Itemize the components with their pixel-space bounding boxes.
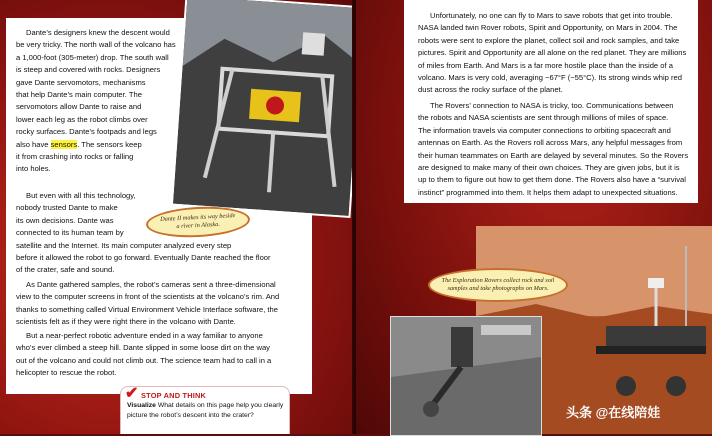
right-paragraph-1: Unfortunately, no one can fly to Mars to save robots that get into trouble. NASA landed twin Rover robots, Spirit and Opportunity, on Mars in 2004. The robots were sent to explore the planet, collect soil and rock samples, and take pictures. Spirit and Opportunity are all alone on the red planet. They are millions of miles from Earth. And Mars is a far more hostile place than the inside of a volcano. Mars is very cold, averaging −67°F (−55°C). Its strong winds whip red dust across the rocky surface of the planet. xyxy=(418,11,687,95)
stop-and-think-text: Visualize What details on this page help you clearly picture the robot’s descent into the crater? xyxy=(127,402,284,419)
left-paragraph-4: As Dante gathered samples, the robot’s cameras sent a three-dimensional view to the computer screens in front of the scientists at the volcano’s rim. And thanks to something called Virtual Environment Vehicle Interface software, the scientists felt as if they were right there in the volcano with Dante. xyxy=(16,280,280,327)
left-page xyxy=(0,0,356,434)
watermark-text: 头条 @在线陪娃 xyxy=(566,405,661,420)
left-paragraph-5: But a near-perfect robotic adventure ended in a way familiar to anyone who’s ever climbed a steep hill. Dante slipped in some loose dirt on the way out of the volcano and could not climb out. The science team had to call in a helicopter to rescue the robot. xyxy=(16,331,272,378)
highlighted-word-sensors: sensors xyxy=(50,139,78,149)
rovers-photo-caption: The Exploration Rovers collect rock and soil samples and take photographs on Mars. xyxy=(428,268,568,302)
rover-arm-photo xyxy=(390,316,542,436)
dante-robot-photo xyxy=(171,0,356,218)
dante-robot-illustration xyxy=(173,0,356,216)
highlighted-line: also have sensors. The sensors keep xyxy=(16,139,142,149)
stop-and-think-title: STOP AND THINK xyxy=(141,391,207,400)
left-paragraph-1: Dante’s designers knew the descent would be very tricky. The north wall of the volcano has a 1,000-foot (305-meter) drop. The south wall is steep and covered with rocks. Designers gave Dante servomotors, mechanisms that help Dante’s main computer. The servomotors allow Dante to raise and lower each leg as the robot climbs over rocky surfaces. Dante’s footpads and legs also have sensors. The sensors keep it from crashing into rocks or falling into holes. xyxy=(16,27,192,176)
red-checkmark-icon: ✔ xyxy=(125,385,139,402)
dante-photo-caption: Dante II makes its way beside a river in Alaska. xyxy=(145,204,250,239)
left-paragraph-3: But even with all this technology, nobody trusted Dante to make its own decisions. Dante was connected to its human team by satellite and the Internet. Its main computer analyzed every step before it allowed the robot to go forward. Eventually Dante reached the floor of the crater, safe and sound. xyxy=(16,191,271,275)
right-paragraph-2: The Rovers’ connection to NASA is tricky, too. Communications between the robots and NASA scientists are sent through millions of miles of space. The information travels via computer connections to orbiting spacecraft and antennas on Earth. As the Rovers roll across Mars, any helpful messages from their human teammates on Earth are delayed by several minutes. So the Rovers are designed to make many of their own choices. They are given jobs, but it is up to them to figure out how to get them done. The Rovers also have a “survival instinct” programmed into them. It helps them adapt to unexpected situations. xyxy=(418,101,689,197)
rover-arm-illustration xyxy=(391,317,541,435)
stop-and-think-box xyxy=(120,386,290,434)
